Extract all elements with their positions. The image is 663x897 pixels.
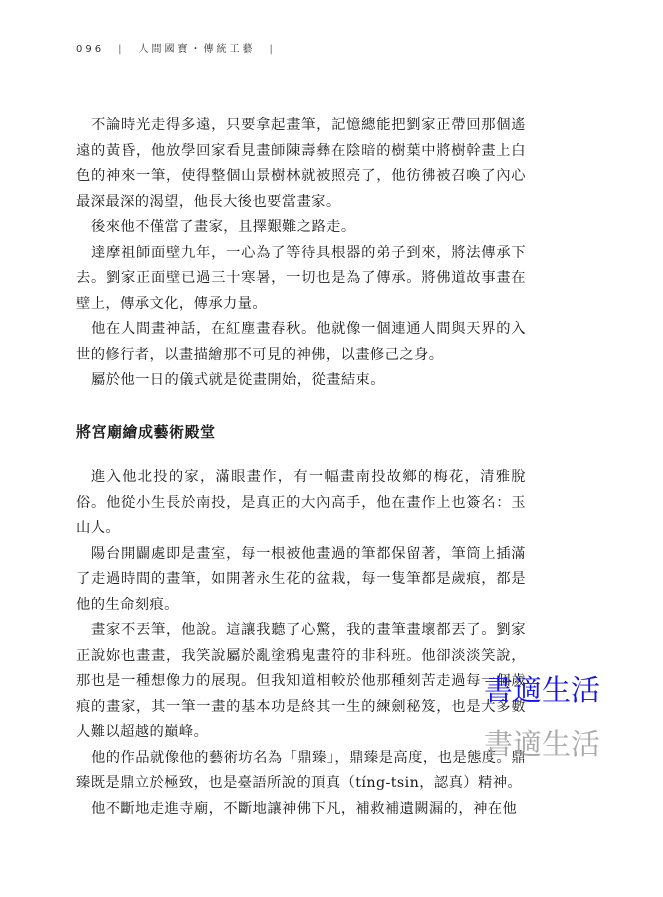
paragraph: 畫家不丟筆，他說。這讓我聽了心驚，我的畫筆畫壞都丟了。劉家正說妳也畫畫，我笑說屬於亂塗鴉鬼畫符的非科班。他卻淡淡笑說，那也是一種想像力的展現。但我知道相較於他那種刻苦走過每一個歲痕的畫家，其一筆一畫的基本功是終其一生的練劍秘笈，也是大多數人難以超越的巔峰。 — [76, 622, 526, 740]
watermark-logo-shadow: 書適生活 — [484, 727, 601, 761]
paragraph: 不論時光走得多遠，只要拿起畫筆，記憶總能把劉家正帶回那個遙遠的黃昏，他放學回家看見畫師陳壽彝在陰暗的樹葉中將樹幹畫上白色的神來一筆，使得整個山景樹林就被照亮了，他彷彿被召喚了內心最深最深的渴望，他長大後也要當畫家。 — [76, 117, 526, 210]
paragraph: 屬於他一日的儀式就是從畫開始，從畫結束。 — [91, 372, 385, 388]
header-separator: | — [118, 44, 125, 55]
watermark-logo: 書適生活 — [484, 673, 601, 707]
running-header — [76, 40, 290, 55]
paragraph: 進入他北投的家，滿眼畫作，有一幅畫南投故鄉的梅花，清雅脫俗。他從小生長於南投，是真正的大內高手，他在畫作上也簽名：玉山人。 — [76, 469, 526, 536]
section-one-body — [76, 113, 526, 394]
paragraph: 他不斷地走進寺廟，不斷地讓神佛下凡，補救補遺闕漏的，神在他 — [91, 800, 518, 817]
page-number: 096 — [76, 44, 105, 55]
paragraph: 他的作品就像他的藝術坊名為「鼎臻」，鼎臻是高度，也是態度。鼎臻既是鼎立於極致，也是臺語所說的頂真（tíng-tsin，認真）精神。 — [76, 749, 526, 791]
paragraph: 他在人間畫神話，在紅塵畫春秋。他就像一個連通人間與天界的入世的修行者，以畫描繪那不可見的神佛，以畫修己之身。 — [76, 321, 526, 363]
paragraph: 陽台開闢處即是畫室，每一根被他畫過的筆都保留著，筆筒上插滿了走過時間的畫筆，如開著永生花的盆栽，每一隻筆都是歲痕，都是他的生命刻痕。 — [76, 545, 526, 613]
section-heading: 將宮廟繪成藝術殿堂 — [76, 423, 216, 441]
section-two-body — [76, 465, 526, 822]
book-title: 人間國寶・傳統工藝 — [138, 44, 256, 55]
paragraph: 達摩祖師面壁九年，一心為了等待具根器的弟子到來，將法傳承下去。劉家正面壁已過三十寒暑，一切也是為了傳承。將佛道故事畫在壁上，傳承文化，傳承力量。 — [76, 244, 526, 312]
header-trailing-separator: | — [269, 44, 276, 55]
paragraph: 後來他不僅當了畫家，且擇艱難之路走。 — [91, 219, 356, 235]
